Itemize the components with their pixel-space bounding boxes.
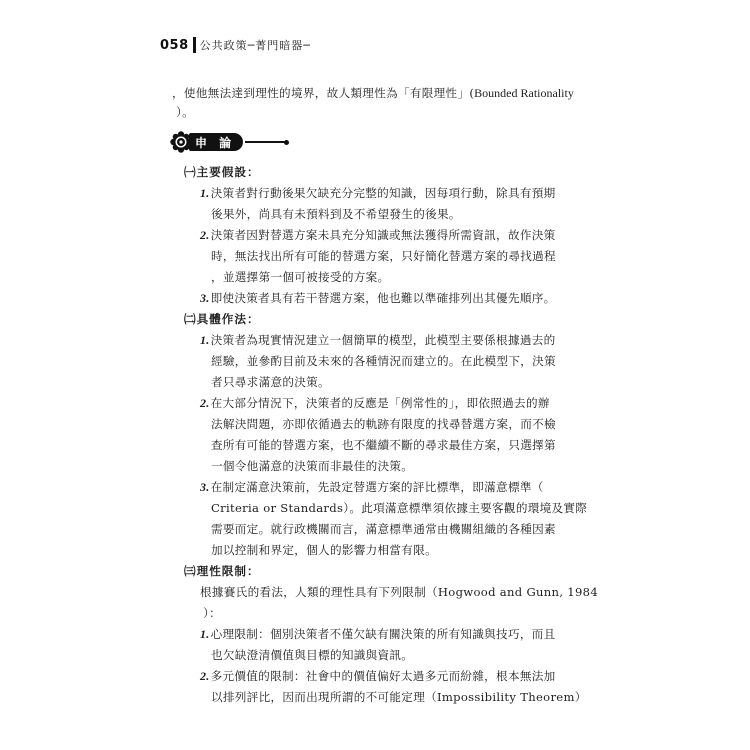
list-item (200, 479, 544, 496)
section-intro-line: 根據賽氏的看法，人類的理性具有下列限制（Hogwood and Gunn, 1984 (200, 585, 599, 599)
item-line: 在制定滿意決策前，先設定替選方案的評比標準，即滿意標準（ (210, 480, 544, 494)
page-number: 058 (160, 37, 189, 53)
item-number: 2. (200, 669, 210, 683)
section-banner (170, 131, 289, 153)
item-number: 2. (200, 228, 210, 242)
item-line: 在大部分情況下，決策者的反應是「例常性的」，即依照過去的辦 (210, 396, 550, 410)
list-item (200, 227, 556, 244)
header-divider (193, 37, 196, 53)
section-heading-assumptions: ㈠主要假設： (184, 165, 260, 179)
list-item (200, 626, 556, 643)
item-number: 1. (200, 333, 210, 347)
running-header (160, 36, 311, 54)
item-line: 決策者為現實情況建立一個簡單的模型，此模型主要係根據過去的 (210, 333, 556, 347)
section-heading-limits: ㈢理性限制： (184, 564, 260, 578)
item-number: 1. (200, 186, 210, 200)
list-item (200, 332, 556, 349)
item-line: ，並選擇第一個可被接受的方案。 (211, 270, 390, 284)
item-number: 2. (200, 396, 210, 410)
item-line: 多元價值的限制：社會中的價值偏好太過多元而紛雜，根本無法加 (210, 669, 556, 683)
banner-label-box (189, 133, 243, 151)
intro-term: Bounded Rationality (474, 86, 574, 100)
item-line: 者只尋求滿意的決策。 (211, 375, 330, 389)
banner-label: 申 論 (195, 135, 236, 150)
item-line: 時，無法找出所有可能的替選方案，只好簡化替選方案的尋找過程 (211, 249, 556, 263)
item-number: 3. (200, 291, 210, 305)
item-line: 法解決問題，亦即依循過去的軌跡有限度的找尋替選方案，而不檢 (211, 417, 556, 431)
intro-text: ，使他無法達到理性的境界，故人類理性為「有限理性」( (172, 86, 475, 100)
list-item (200, 395, 550, 412)
item-line: 經驗，並參酌目前及未來的各種情況而建立的。在此模型下，決策 (211, 354, 556, 368)
section-heading-methods: ㈡具體作法： (184, 312, 260, 326)
item-line: 心理限制：個別決策者不僅欠缺有關決策的所有知識與技巧，而且 (210, 627, 556, 641)
item-line: 一個令他滿意的決策而非最佳的決策。 (211, 459, 414, 473)
list-item (200, 290, 556, 307)
intro-line-2: ）。 (176, 105, 194, 119)
banner-dot (284, 140, 289, 145)
item-line: 也欠缺澄清價值與目標的知識與資訊。 (211, 648, 414, 662)
item-line: 決策者因對替選方案未具充分知識或無法獲得所需資訊，故作決策 (210, 228, 556, 242)
item-line: Criteria or Standards）。此項滿意標準須依據主要客觀的環境及實際 (211, 501, 588, 515)
item-line: 以排列評比，因而出現所謂的不可能定理（Impossibility Theorem） (211, 690, 587, 704)
item-line: 加以控制和界定，個人的影響力相當有限。 (211, 543, 437, 557)
item-line: 查所有可能的替選方案，也不繼續不斷的尋求最佳方案，只選擇第 (211, 438, 556, 452)
intro-line-1 (172, 85, 574, 102)
list-item (200, 668, 556, 685)
item-line: 決策者對行動後果欠缺充分完整的知識，因每項行動，除具有預期 (210, 186, 556, 200)
banner-rule (245, 141, 285, 143)
list-item (200, 185, 556, 202)
item-number: 1. (200, 627, 210, 641)
item-line: 後果外，尚具有未預料到及不希望發生的後果。 (211, 207, 461, 221)
item-number: 3. (200, 480, 210, 494)
item-line: 需要而定。就行政機關而言，滿意標準通常由機關組織的各種因素 (211, 522, 556, 536)
section-intro-line: ）： (203, 606, 221, 620)
item-line: 即使決策者具有若干替選方案，他也難以準確排列出其優先順序。 (210, 291, 556, 305)
running-title: 公共政策─菁門暗器─ (199, 39, 311, 52)
